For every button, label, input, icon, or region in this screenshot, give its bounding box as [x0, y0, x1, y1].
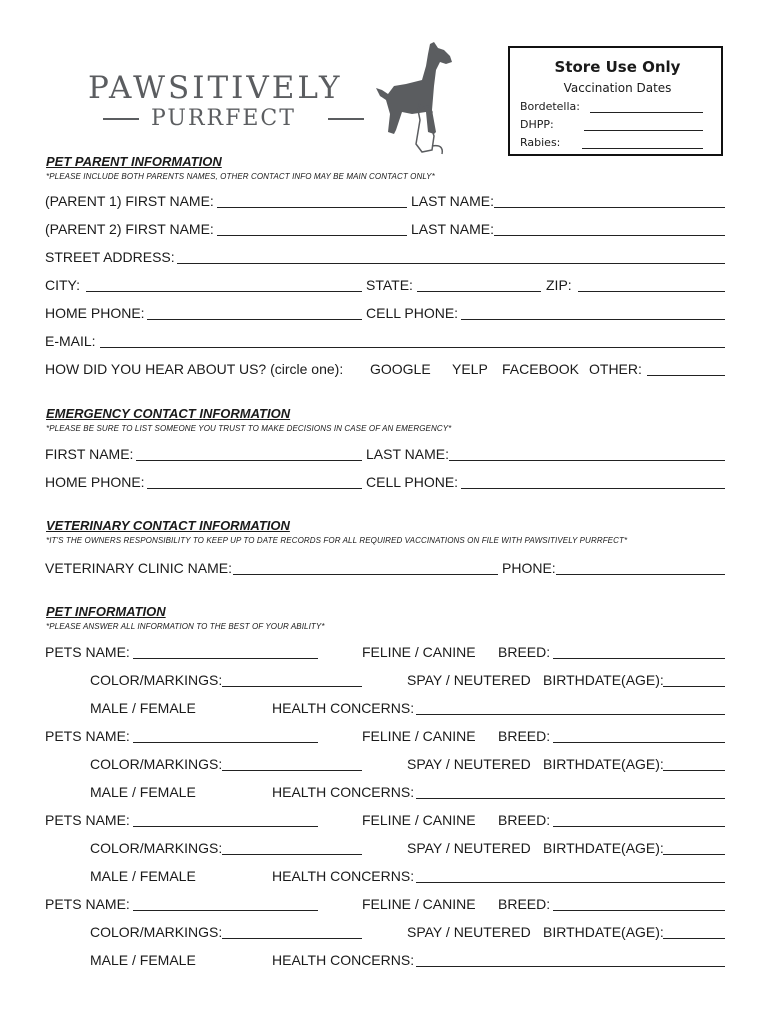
cell-phone-label: CELL PHONE: [366, 305, 459, 321]
pet-name-field[interactable] [133, 658, 318, 659]
emergency-last-label: LAST NAME: [366, 446, 449, 462]
parent2-first-field[interactable] [217, 235, 407, 236]
pet-breed-field[interactable] [553, 742, 725, 743]
pet-health-field[interactable] [416, 966, 725, 967]
referral-option-facebook[interactable]: FACEBOOK [502, 361, 580, 377]
state-field[interactable] [417, 291, 541, 292]
pet-health-field[interactable] [416, 798, 725, 799]
logo-divider [103, 118, 139, 120]
pet-breed-field[interactable] [553, 658, 725, 659]
emergency-home-phone-label: HOME PHONE: [45, 474, 145, 490]
dhpp-field[interactable] [584, 130, 703, 131]
referral-option-yelp[interactable]: YELP [452, 361, 488, 377]
pet-birthdate-label: BIRTHDATE(AGE): [543, 672, 664, 688]
pet-health-label: HEALTH CONCERNS: [272, 868, 415, 884]
home-phone-label: HOME PHONE: [45, 305, 145, 321]
pet-color-field[interactable] [222, 686, 362, 687]
pet-color-label: COLOR/MARKINGS: [90, 840, 223, 856]
pet-spay-option[interactable]: SPAY / NEUTERED [407, 756, 531, 772]
email-label: E-MAIL: [45, 333, 96, 349]
home-phone-field[interactable] [147, 319, 362, 320]
pet-birthdate-field[interactable] [663, 686, 725, 687]
pet-health-label: HEALTH CONCERNS: [272, 700, 415, 716]
pet-birthdate-field[interactable] [663, 938, 725, 939]
referral-option-google[interactable]: GOOGLE [370, 361, 431, 377]
pet-health-field[interactable] [416, 882, 725, 883]
pet-section-title: PET INFORMATION [46, 604, 166, 619]
pet-sex-option[interactable]: MALE / FEMALE [90, 784, 196, 800]
pet-name-field[interactable] [133, 826, 318, 827]
pet-health-field[interactable] [416, 714, 725, 715]
bordetella-field[interactable] [590, 112, 703, 113]
pet-birthdate-field[interactable] [663, 770, 725, 771]
vet-phone-field[interactable] [556, 574, 725, 575]
email-field[interactable] [100, 347, 725, 348]
pet-sex-option[interactable]: MALE / FEMALE [90, 868, 196, 884]
vet-phone-label: PHONE: [502, 560, 556, 576]
logo-divider [328, 118, 364, 120]
vet-section-note: *IT'S THE OWNERS RESPONSIBILITY TO KEEP UP TO DATE RECORDS FOR ALL REQUIRED VACCINATIONS ON FILE WITH PAWSITIVELY PURRFECT* [46, 536, 628, 545]
emergency-first-field[interactable] [136, 460, 362, 461]
pet-name-field[interactable] [133, 742, 318, 743]
vet-clinic-field[interactable] [233, 574, 498, 575]
pet-birthdate-label: BIRTHDATE(AGE): [543, 756, 664, 772]
store-subtitle: Vaccination Dates [563, 81, 672, 95]
vet-section-title: VETERINARY CONTACT INFORMATION [46, 518, 290, 533]
rabies-field[interactable] [582, 148, 703, 149]
pet-health-label: HEALTH CONCERNS: [272, 784, 415, 800]
pet-health-label: HEALTH CONCERNS: [272, 952, 415, 968]
pet-color-field[interactable] [222, 938, 362, 939]
emergency-last-field[interactable] [449, 460, 725, 461]
parent-section-title: PET PARENT INFORMATION [46, 154, 222, 169]
rabies-label: Rabies: [520, 136, 561, 149]
pet-color-label: COLOR/MARKINGS: [90, 672, 223, 688]
parent2-first-label: (PARENT 2) FIRST NAME: [45, 221, 214, 237]
emergency-section-title: EMERGENCY CONTACT INFORMATION [46, 406, 291, 421]
pet-birthdate-field[interactable] [663, 854, 725, 855]
pet-spay-option[interactable]: SPAY / NEUTERED [407, 924, 531, 940]
pet-species-option[interactable]: FELINE / CANINE [362, 644, 476, 660]
pet-name-label: PETS NAME: [45, 812, 130, 828]
store-title: Store Use Only [554, 58, 681, 76]
pet-name-field[interactable] [133, 910, 318, 911]
parent1-last-field[interactable] [494, 207, 725, 208]
pet-breed-label: BREED: [498, 644, 551, 660]
pet-spay-option[interactable]: SPAY / NEUTERED [407, 840, 531, 856]
logo-subtitle: PURRFECT [151, 106, 296, 131]
pet-color-field[interactable] [222, 854, 362, 855]
logo-title: PAWSITIVELY [88, 70, 343, 106]
state-label: STATE: [366, 277, 413, 293]
referral-option-other[interactable]: OTHER: [589, 361, 642, 377]
pet-species-option[interactable]: FELINE / CANINE [362, 812, 476, 828]
emergency-first-label: FIRST NAME: [45, 446, 134, 462]
store-use-box [508, 46, 723, 156]
pet-sex-option[interactable]: MALE / FEMALE [90, 952, 196, 968]
bordetella-label: Bordetella: [520, 100, 580, 113]
pet-breed-label: BREED: [498, 812, 551, 828]
pet-spay-option[interactable]: SPAY / NEUTERED [407, 672, 531, 688]
pet-sex-option[interactable]: MALE / FEMALE [90, 700, 196, 716]
pet-breed-field[interactable] [553, 910, 725, 911]
pet-color-field[interactable] [222, 770, 362, 771]
pet-section-note: *PLEASE ANSWER ALL INFORMATION TO THE BEST OF YOUR ABILITY* [46, 622, 325, 631]
emergency-cell-phone-field[interactable] [461, 488, 725, 489]
zip-field[interactable] [578, 291, 725, 292]
emergency-section-note: *PLEASE BE SURE TO LIST SOMEONE YOU TRUST TO MAKE DECISIONS IN CASE OF AN EMERGENCY* [46, 424, 452, 433]
pet-species-option[interactable]: FELINE / CANINE [362, 896, 476, 912]
city-field[interactable] [86, 291, 362, 292]
parent1-first-label: (PARENT 1) FIRST NAME: [45, 193, 214, 209]
pet-name-label: PETS NAME: [45, 896, 130, 912]
parent1-first-field[interactable] [217, 207, 407, 208]
pet-breed-field[interactable] [553, 826, 725, 827]
cell-phone-field[interactable] [461, 319, 725, 320]
emergency-cell-phone-label: CELL PHONE: [366, 474, 459, 490]
street-label: STREET ADDRESS: [45, 249, 175, 265]
pet-breed-label: BREED: [498, 728, 551, 744]
dhpp-label: DHPP: [520, 118, 554, 131]
parent2-last-label: LAST NAME: [411, 221, 494, 237]
pet-name-label: PETS NAME: [45, 644, 130, 660]
vet-clinic-label: VETERINARY CLINIC NAME: [45, 560, 232, 576]
referral-other-field[interactable] [647, 375, 725, 376]
pet-birthdate-label: BIRTHDATE(AGE): [543, 840, 664, 856]
pet-color-label: COLOR/MARKINGS: [90, 756, 223, 772]
pet-species-option[interactable]: FELINE / CANINE [362, 728, 476, 744]
city-label: CITY: [45, 277, 81, 293]
pet-birthdate-label: BIRTHDATE(AGE): [543, 924, 664, 940]
parent2-last-field[interactable] [494, 235, 725, 236]
pet-breed-label: BREED: [498, 896, 551, 912]
dog-cat-silhouette-icon [372, 40, 464, 156]
zip-label: ZIP: [546, 277, 572, 293]
parent-section-note: *PLEASE INCLUDE BOTH PARENTS NAMES, OTHER CONTACT INFO MAY BE MAIN CONTACT ONLY* [46, 172, 435, 181]
emergency-home-phone-field[interactable] [147, 488, 362, 489]
pet-name-label: PETS NAME: [45, 728, 130, 744]
street-field[interactable] [177, 263, 725, 264]
referral-question: HOW DID YOU HEAR ABOUT US? (circle one): [45, 361, 344, 377]
parent1-last-label: LAST NAME: [411, 193, 494, 209]
pet-color-label: COLOR/MARKINGS: [90, 924, 223, 940]
